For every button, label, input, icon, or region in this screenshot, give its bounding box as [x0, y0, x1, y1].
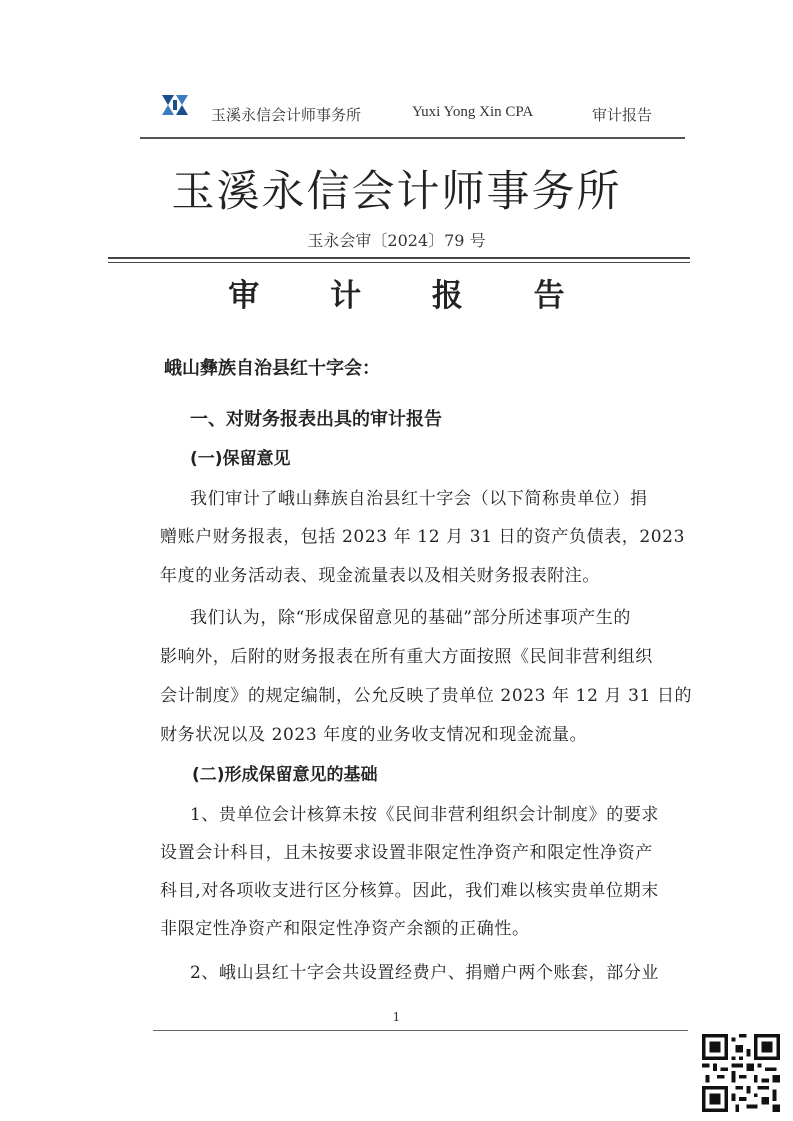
header-firm-name-en: Yuxi Yong Xin CPA [412, 104, 534, 120]
page-number: 1 [392, 1010, 401, 1024]
title-divider-thick [108, 257, 690, 259]
paragraph-line: 我们认为，除“形成保留意见的基础”部分所述事项产生的 [190, 608, 631, 628]
paragraph-line: 影响外，后附的财务报表在所有重大方面按照《民间非营利组织 [160, 647, 653, 667]
header-doc-type: 审计报告 [592, 106, 653, 124]
paragraph-line: 非限定性净资产和限定性净资产余额的正确性。 [160, 919, 530, 939]
qr-code-icon [702, 1034, 780, 1112]
header-divider [140, 137, 685, 139]
paragraph-line: 赠账户财务报表，包括 2023 年 12 月 31 日的资产负债表，2023 [160, 527, 686, 547]
firm-title: 玉溪永信会计师事务所 [171, 167, 622, 217]
paragraph-line: 2、峨山县红十字会共设置经费户、捐赠户两个账套，部分业 [190, 963, 660, 983]
header-firm-name: 玉溪永信会计师事务所 [211, 106, 362, 124]
firm-logo-icon [160, 92, 190, 118]
basis-heading: (二)形成保留意见的基础 [192, 765, 378, 785]
opinion-heading: (一)保留意见 [190, 449, 291, 469]
paragraph-line: 设置会计科目，且未按要求设置非限定性净资产和限定性净资产 [160, 843, 653, 863]
paragraph-line: 1、贵单位会计核算未按《民间非营利组织会计制度》的要求 [190, 805, 660, 825]
document-number: 玉永会审〔2024〕79 号 [307, 231, 486, 250]
paragraph-line: 会计制度》的规定编制，公允反映了贵单位 2023 年 12 月 31 日的 [160, 686, 693, 706]
paragraph-line: 年度的业务活动表、现金流量表以及相关财务报表附注。 [160, 566, 600, 586]
paragraph-line: 我们审计了峨山彝族自治县红十字会（以下简称贵单位）捐 [190, 489, 648, 509]
section-heading: 一、对财务报表出具的审计报告 [190, 409, 442, 430]
paragraph-line: 财务状况以及 2023 年度的业务收支情况和现金流量。 [160, 725, 588, 745]
addressee: 峨山彝族自治县红十字会： [164, 358, 380, 379]
footer-divider [153, 1030, 688, 1031]
paragraph-line: 科目,对各项收支进行区分核算。因此，我们难以核实贵单位期末 [160, 881, 659, 901]
report-title: 审 计 报 告 [228, 278, 595, 314]
title-divider-thin [108, 262, 690, 263]
